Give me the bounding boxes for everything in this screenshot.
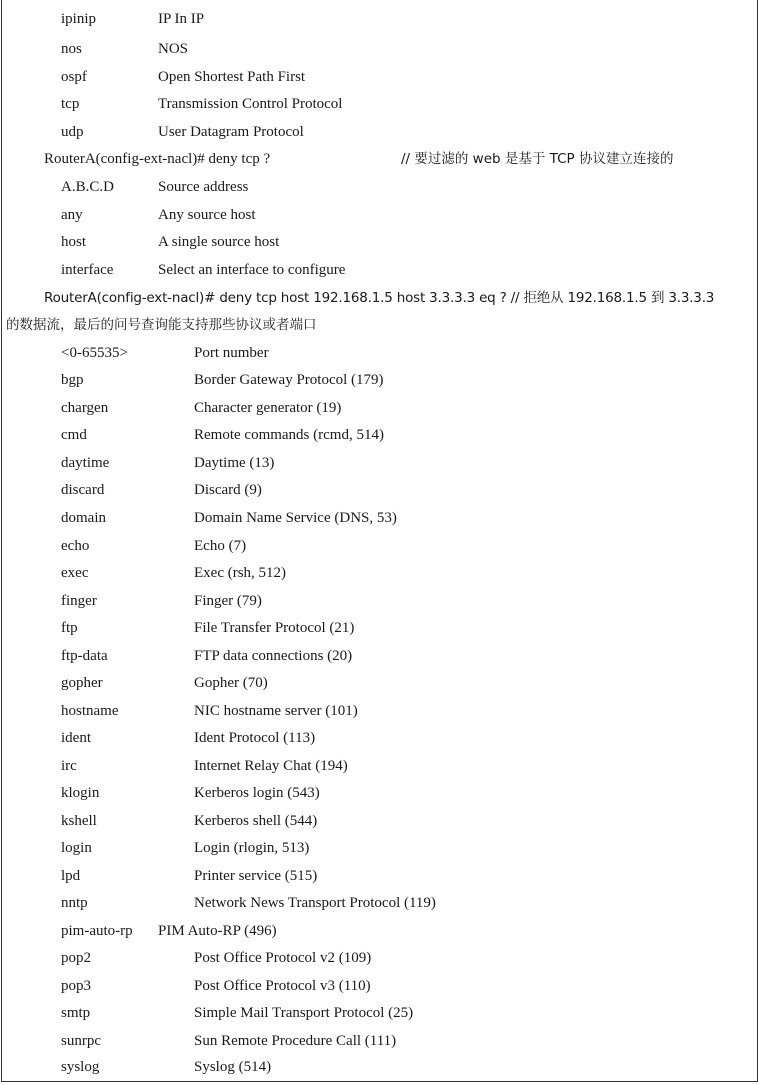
command-line-deny-host-eq: RouterA(config-ext-nacl)# deny tcp host 192.168.1.5 host 3.3.3.3 eq ? // 拒绝从 192.168.1.5 到 3.3.3.3: [44, 290, 715, 306]
port-description: Finger (79): [194, 593, 262, 609]
protocol-description: Open Shortest Path First: [158, 69, 306, 85]
port-description: Exec (rsh, 512): [194, 565, 287, 581]
port-keyword: exec: [61, 565, 89, 581]
port-keyword: hostname: [61, 703, 119, 719]
port-keyword: chargen: [61, 400, 109, 416]
command-line-deny-tcp: RouterA(config-ext-nacl)# deny tcp ?: [44, 151, 271, 167]
port-keyword: pim-auto-rp: [61, 923, 133, 939]
source-keyword: any: [61, 207, 83, 223]
port-description: Post Office Protocol v2 (109): [194, 950, 372, 966]
port-keyword: <0-65535>: [61, 345, 128, 361]
port-description: File Transfer Protocol (21): [194, 620, 355, 636]
source-description: A single source host: [158, 234, 280, 250]
protocol-keyword: ipinip: [61, 11, 97, 27]
port-description: Simple Mail Transport Protocol (25): [194, 1005, 414, 1021]
port-keyword: ftp-data: [61, 648, 108, 664]
port-keyword: finger: [61, 593, 97, 609]
port-description: Internet Relay Chat (194): [194, 758, 348, 774]
port-keyword: discard: [61, 482, 105, 498]
port-description: Login (rlogin, 513): [194, 840, 310, 856]
protocol-keyword: tcp: [61, 96, 80, 112]
port-description: Gopher (70): [194, 675, 268, 691]
protocol-keyword: ospf: [61, 69, 87, 85]
port-keyword: login: [61, 840, 92, 856]
source-keyword: host: [61, 234, 87, 250]
port-description: PIM Auto-RP (496): [158, 923, 277, 939]
protocol-description: User Datagram Protocol: [158, 124, 304, 140]
port-description: Domain Name Service (DNS, 53): [194, 510, 397, 526]
port-description: NIC hostname server (101): [194, 703, 358, 719]
port-description: Kerberos shell (544): [194, 813, 318, 829]
port-keyword: lpd: [61, 868, 81, 884]
protocol-keyword: nos: [61, 41, 82, 57]
port-keyword: syslog: [61, 1059, 100, 1075]
protocol-keyword: udp: [61, 124, 84, 140]
port-description: Port number: [194, 345, 269, 361]
port-description: FTP data connections (20): [194, 648, 353, 664]
port-keyword: smtp: [61, 1005, 91, 1021]
port-keyword: pop3: [61, 978, 91, 994]
port-keyword: bgp: [61, 372, 84, 388]
port-keyword: domain: [61, 510, 106, 526]
source-description: Select an interface to configure: [158, 262, 346, 278]
port-description: Sun Remote Procedure Call (111): [194, 1033, 397, 1049]
port-keyword: ident: [61, 730, 91, 746]
port-description: Remote commands (rcmd, 514): [194, 427, 384, 443]
source-keyword: interface: [61, 262, 114, 278]
port-keyword: echo: [61, 538, 90, 554]
port-description: Network News Transport Protocol (119): [194, 895, 436, 911]
port-description: Kerberos login (543): [194, 785, 320, 801]
port-keyword: klogin: [61, 785, 100, 801]
port-keyword: kshell: [61, 813, 97, 829]
source-description: Source address: [158, 179, 249, 195]
protocol-description: NOS: [158, 41, 189, 57]
protocol-description: IP In IP: [158, 11, 205, 27]
port-description: Echo (7): [194, 538, 247, 554]
port-keyword: cmd: [61, 427, 87, 443]
port-keyword: gopher: [61, 675, 103, 691]
port-description: Printer service (515): [194, 868, 318, 884]
port-description: Ident Protocol (113): [194, 730, 316, 746]
port-description: Border Gateway Protocol (179): [194, 372, 384, 388]
port-keyword: irc: [61, 758, 77, 774]
port-keyword: nntp: [61, 895, 88, 911]
command-comment-continued: 的数据流，最后的问号查询能支持那些协议或者端口: [6, 317, 317, 333]
port-description: Post Office Protocol v3 (110): [194, 978, 371, 994]
port-description: Discard (9): [194, 482, 262, 498]
source-keyword: A.B.C.D: [61, 179, 114, 195]
port-description: Syslog (514): [194, 1059, 272, 1075]
command-comment: // 要过滤的 web 是基于 TCP 协议建立连接的: [401, 151, 674, 167]
port-description: Character generator (19): [194, 400, 342, 416]
source-description: Any source host: [158, 207, 256, 223]
port-keyword: pop2: [61, 950, 91, 966]
port-keyword: sunrpc: [61, 1033, 101, 1049]
port-keyword: daytime: [61, 455, 110, 471]
protocol-description: Transmission Control Protocol: [158, 96, 343, 112]
port-description: Daytime (13): [194, 455, 275, 471]
port-keyword: ftp: [61, 620, 78, 636]
